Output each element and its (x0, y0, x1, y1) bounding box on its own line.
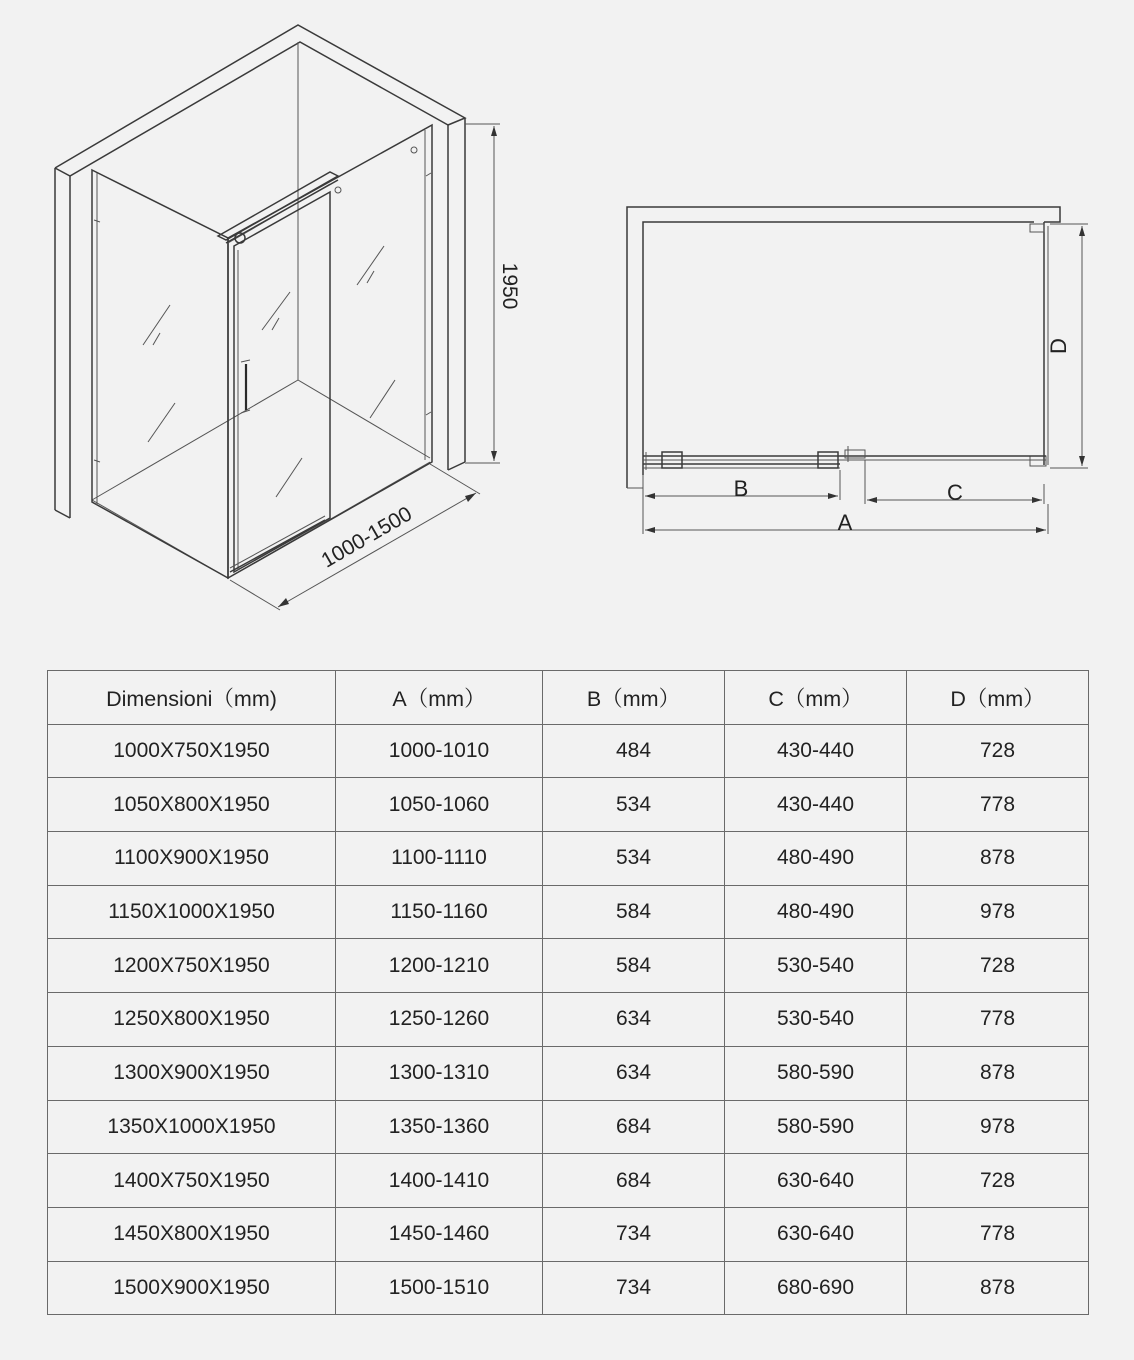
cell-dimensioni: 1500X900X1950 (48, 1261, 336, 1315)
cell-dimensioni: 1150X1000X1950 (48, 885, 336, 939)
cell-d: 978 (907, 885, 1089, 939)
cell-c: 530-540 (725, 939, 907, 993)
dimensions-table (47, 670, 1089, 1315)
cell-dimensioni: 1300X900X1950 (48, 1046, 336, 1100)
cell-a: 1250-1260 (336, 993, 543, 1047)
cell-b: 734 (543, 1261, 725, 1315)
cell-b: 484 (543, 724, 725, 778)
diagram-canvas (0, 0, 1134, 660)
cell-dimensioni: 1250X800X1950 (48, 993, 336, 1047)
cell-a: 1450-1460 (336, 1207, 543, 1261)
cell-dimensioni: 1050X800X1950 (48, 778, 336, 832)
cell-a: 1000-1010 (336, 724, 543, 778)
cell-d: 778 (907, 993, 1089, 1047)
table-row (48, 1154, 1089, 1208)
iso-width-dimension (230, 464, 480, 610)
table-header-row (48, 671, 1089, 725)
header-d: D（mm） (907, 671, 1089, 725)
cell-b: 634 (543, 993, 725, 1047)
cell-dimensioni: 1200X750X1950 (48, 939, 336, 993)
cell-c: 430-440 (725, 724, 907, 778)
cell-c: 480-490 (725, 832, 907, 886)
cell-d: 878 (907, 1046, 1089, 1100)
cell-b: 634 (543, 1046, 725, 1100)
cell-a: 1400-1410 (336, 1154, 543, 1208)
cell-dimensioni: 1350X1000X1950 (48, 1100, 336, 1154)
cell-d: 778 (907, 778, 1089, 832)
cell-d: 728 (907, 724, 1089, 778)
cell-b: 684 (543, 1100, 725, 1154)
plan-dimension-c (865, 460, 1044, 505)
cell-c: 580-590 (725, 1100, 907, 1154)
label-c: C (947, 480, 963, 505)
cell-c: 430-440 (725, 778, 907, 832)
table-row (48, 1100, 1089, 1154)
table-row (48, 993, 1089, 1047)
cell-c: 530-540 (725, 993, 907, 1047)
table-row (48, 1261, 1089, 1315)
plan-dimension-b (643, 470, 840, 501)
plan-view-outline (627, 207, 1060, 488)
cell-c: 680-690 (725, 1261, 907, 1315)
cell-dimensioni: 1100X900X1950 (48, 832, 336, 886)
header-a: A（mm） (336, 671, 543, 725)
table-row (48, 1207, 1089, 1261)
cell-a: 1300-1310 (336, 1046, 543, 1100)
label-b: B (733, 476, 749, 501)
cell-b: 734 (543, 1207, 725, 1261)
cell-a: 1050-1060 (336, 778, 543, 832)
cell-dimensioni: 1000X750X1950 (48, 724, 336, 778)
table-row (48, 939, 1089, 993)
header-b: B（mm） (543, 671, 725, 725)
plan-dimension-a (643, 500, 1048, 535)
cell-b: 534 (543, 832, 725, 886)
cell-d: 778 (907, 1207, 1089, 1261)
table-row (48, 778, 1089, 832)
header-dimensioni: Dimensioni（mm) (48, 671, 336, 725)
cell-d: 728 (907, 1154, 1089, 1208)
cell-b: 684 (543, 1154, 725, 1208)
cell-b: 534 (543, 778, 725, 832)
cell-a: 1200-1210 (336, 939, 543, 993)
cell-d: 728 (907, 939, 1089, 993)
cell-a: 1350-1360 (336, 1100, 543, 1154)
cell-d: 878 (907, 832, 1089, 886)
iso-shower-enclosure (55, 25, 465, 578)
table-row (48, 885, 1089, 939)
label-a: A (837, 510, 853, 535)
cell-dimensioni: 1450X800X1950 (48, 1207, 336, 1261)
cell-a: 1100-1110 (336, 832, 543, 886)
cell-b: 584 (543, 885, 725, 939)
cell-c: 580-590 (725, 1046, 907, 1100)
cell-c: 630-640 (725, 1207, 907, 1261)
cell-c: 480-490 (725, 885, 907, 939)
iso-height-dimension (465, 124, 521, 463)
cell-d: 878 (907, 1261, 1089, 1315)
table-row (48, 724, 1089, 778)
cell-dimensioni: 1400X750X1950 (48, 1154, 336, 1208)
table-row (48, 832, 1089, 886)
table-row (48, 1046, 1089, 1100)
cell-b: 584 (543, 939, 725, 993)
label-d: D (1046, 338, 1071, 354)
cell-a: 1500-1510 (336, 1261, 543, 1315)
plan-dimension-d (1046, 224, 1088, 468)
width-label: 1000-1500 (317, 502, 416, 573)
cell-a: 1150-1160 (336, 885, 543, 939)
cell-c: 630-640 (725, 1154, 907, 1208)
height-label: 1950 (498, 262, 521, 310)
cell-d: 978 (907, 1100, 1089, 1154)
header-c: C（mm） (725, 671, 907, 725)
